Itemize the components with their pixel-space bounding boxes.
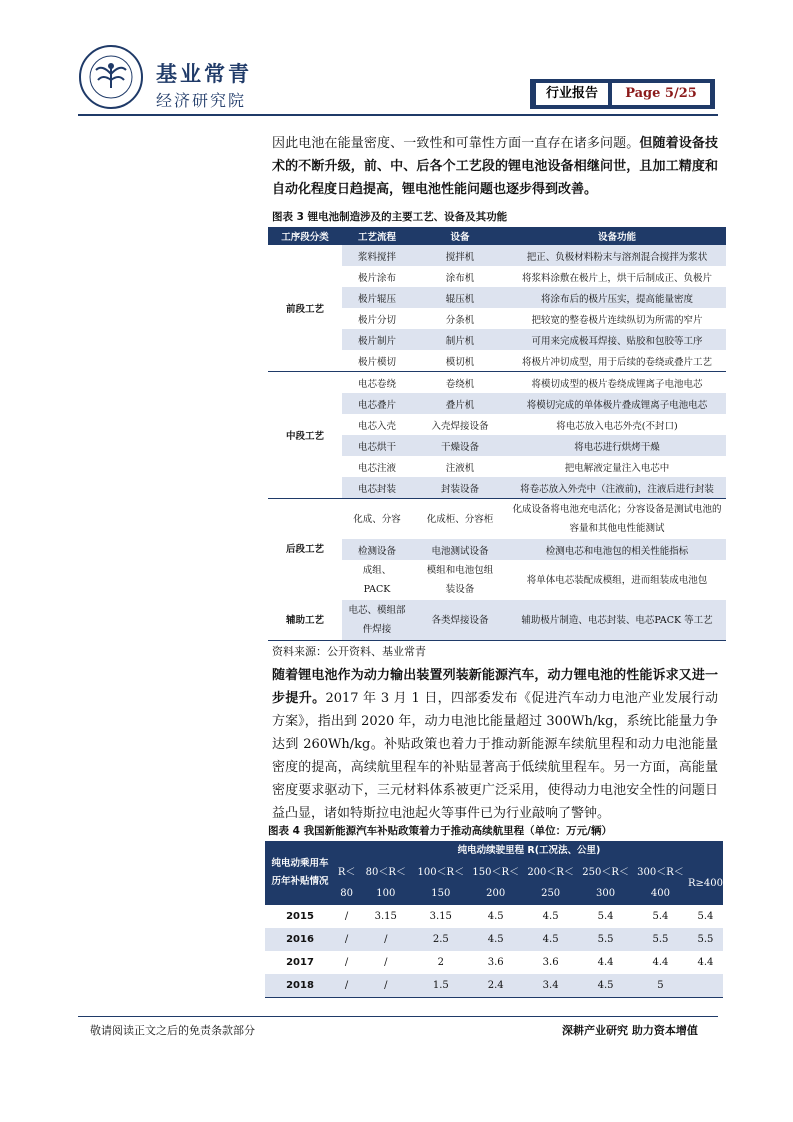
function-cell: 把正、负极材料粉末与溶剂混合搅拌为浆状 [508,245,726,266]
value-cell: 2.5 [413,928,468,951]
equipment-cell: 叠片机 [412,393,508,414]
function-cell: 可用来完成极耳焊接、贴胶和包胶等工序 [508,329,726,350]
equipment-cell: 各类焊接设备 [412,600,508,641]
process-table [268,227,726,641]
equipment-cell: 卷绕机 [412,372,508,394]
process-cell: 浆料搅拌 [342,245,412,266]
value-cell: 3.6 [542,957,559,968]
function-cell: 把较宽的整卷极片连续纵切为所需的窄片 [531,314,703,326]
function-cell: 把电解液定量注入电芯中 [564,462,670,474]
table3-caption: 图表 3 锂电池制造涉及的主要工艺、设备及其功能 [272,211,508,223]
equipment-cell: 化成柜、分容柜 [412,499,508,540]
table3-header: 工艺流程 [342,227,412,245]
value-cell: 5.5 [578,928,633,951]
value-cell: / [335,974,358,998]
range-header: 80＜R＜100 [358,861,413,905]
equipment-cell: 封装设备 [412,477,508,499]
table3-header: 设备功能 [508,227,726,245]
process-cell: 电芯卷绕 [342,372,412,394]
group-front: 前段工艺 [268,245,342,372]
table3-header: 工序段分类 [268,227,342,245]
subsidy-table [265,841,723,998]
para1-normal: 因此电池在能量密度、一致性和可靠性方面一直存在诸多问题。 [272,136,640,151]
para2-normal: 2017 年 3 月 1 日，四部委发布《促进汽车动力电池产业发展行动方案》，指出到 2020 年，动力电池比能量超过 300Wh/kg，系统比能量力争达到 260Wh/kg。补贴政策也着力于推动新能源车续航里程和动力电池能量密度的提高，高续航里程车的补贴显著高于低续航里程车。另一方面，高能量密度要求驱动下，三元材料体系被更广泛采用，使得动力电池安全性的问题日益凸显，诸如特斯拉电池起火等事件已为行业敲响了警钟。 [272,691,718,821]
function-cell: 辅助极片制造、电芯封装、电芯PACK 等工艺 [508,600,726,641]
value-cell: 5.5 [688,928,723,951]
table3-header: 设备 [412,227,508,245]
table4-row-header: 纯电动乘用车历年补贴情况 [265,841,335,905]
brand-subtitle: 经济研究院 [156,91,247,110]
year-cell: 2017 [286,957,314,968]
process-cell: 极片辊压 [342,287,412,308]
table-row [265,974,723,998]
table4-group-row [265,841,723,861]
process-cell: 极片制片 [342,329,412,350]
value-cell: 4.5 [468,928,523,951]
equipment-cell: 制片机 [412,329,508,350]
function-cell: 将涂布后的极片压实，提高能量密度 [508,287,726,308]
process-cell: 检测设备 [342,539,412,560]
value-cell: 3.6 [487,957,504,968]
value-cell: 1.5 [413,974,468,998]
process-cell: 极片模切 [357,356,396,368]
equipment-cell: 分条机 [445,314,475,326]
range-header: 250＜R＜300 [578,861,633,905]
para2-bold: 随着锂电池作为动力输出装置列装新能源汽车，动力锂电池的性能诉求又进一步提升。 [272,668,718,706]
page-number: Page 5/25 [612,83,710,105]
table4-caption: 图表 4 我国新能源汽车补贴政策着力于推动高续航里程（单位：万元/辆） [268,825,612,837]
value-cell: / [358,974,413,998]
function-cell: 将模切成型的极片卷绕成锂离子电池电芯 [508,372,726,394]
value-cell: 3.15 [429,911,452,922]
range-header: 100＜R＜150 [413,861,468,905]
function-cell: 将卷芯放入外壳中（注液前)，注液后进行封装 [508,477,726,499]
equipment-cell: 电池测试设备 [412,539,508,560]
process-cell: 电芯封装 [342,477,412,499]
year-cell: 2015 [286,911,314,922]
institute-logo [78,44,144,110]
function-cell: 将模切完成的单体极片叠成锂离子电池电芯 [508,393,726,414]
process-cell: 电芯、模组部件焊接 [342,600,412,641]
value-cell: 4.4 [597,957,614,968]
value-cell: 5.5 [633,928,688,951]
value-cell: 5 [633,974,688,998]
group-aux: 辅助工艺 [268,600,342,641]
process-cell: 极片分切 [357,314,396,326]
value-cell [688,974,723,998]
value-cell: 4.5 [523,928,578,951]
value-cell: 3.15 [374,911,397,922]
process-cell: 成组、PACK [362,565,392,595]
function-cell: 检测电芯和电池包的相关性能指标 [508,539,726,560]
paragraph-2 [272,664,718,825]
function-cell: 将电芯放入电芯外壳(不封口) [556,420,678,432]
equipment-cell: 搅拌机 [412,245,508,266]
range-header: 200＜R＜250 [523,861,578,905]
table-row [265,928,723,951]
range-header: R＜80 [335,861,358,905]
value-cell: 4.4 [652,957,669,968]
table-row [268,600,726,641]
equipment-cell: 辊压机 [412,287,508,308]
value-cell: 5.4 [652,911,669,922]
process-cell: 极片涂布 [357,272,396,284]
table-row [268,499,726,540]
equipment-cell: 注液机 [445,462,475,474]
value-cell: 4.5 [487,911,504,922]
table3-header-row [268,227,726,245]
group-back: 后段工艺 [268,499,342,601]
table4-group-header: 纯电动续驶里程 R(工况法、公里) [335,841,723,861]
paragraph-1 [272,132,718,201]
process-cell: 化成、分容 [342,499,412,540]
function-cell: 将极片冲切成型，用于后续的卷绕或叠片工艺 [521,356,712,368]
function-cell: 将浆料涂敷在极片上，烘干后制成正、负极片 [521,272,712,284]
table-row [265,905,723,928]
table-row [268,245,726,266]
function-cell: 将单体电芯装配成模组，进而组装成电池包 [526,574,708,586]
footer-divider [78,1016,718,1017]
doc-type: 行业报告 [536,83,608,105]
value-cell: 3.4 [523,974,578,998]
table-row [265,951,723,974]
equipment-cell: 模组和电池包组装设备 [426,565,494,595]
value-cell: 2 [437,957,444,968]
function-cell: 将电芯进行烘烤干燥 [508,435,726,456]
range-header: 150＜R＜200 [468,861,523,905]
year-cell: 2016 [265,928,335,951]
footer-slogan: 深耕产业研究 助力资本增值 [562,1024,698,1037]
value-cell: / [344,957,349,968]
value-cell: 4.4 [697,957,714,968]
process-cell: 电芯注液 [357,462,396,474]
value-cell: 2.4 [468,974,523,998]
range-header: R≥400 [688,861,723,905]
value-cell: / [358,928,413,951]
value-cell: 4.5 [542,911,559,922]
disclaimer-note: 敬请阅读正文之后的免责条款部分 [90,1024,255,1037]
year-cell: 2018 [265,974,335,998]
table-row [268,372,726,394]
function-cell: 化成设备将电池充电活化；分容设备是测试电池的容量和其他电性能测试 [508,499,726,540]
value-cell: 5.4 [697,911,714,922]
value-cell: / [384,957,388,968]
equipment-cell: 涂布机 [445,272,475,284]
process-cell: 电芯烘干 [342,435,412,456]
header-divider [78,114,718,116]
brand-name: 基业常青 [156,62,252,86]
process-cell: 电芯叠片 [342,393,412,414]
value-cell: 4.5 [578,974,633,998]
value-cell: / [335,928,358,951]
value-cell: 5.4 [597,911,614,922]
table3-source: 资料来源：公开资料、基业常青 [272,645,426,658]
equipment-cell: 模切机 [445,356,475,368]
para1-bold: 但随着设备技术的不断升级，前、中、后各个工艺段的锂电池设备相继问世，且加工精度和自动化程度日趋提高，锂电池性能问题也逐步得到改善。 [272,136,718,197]
range-header: 300＜R＜400 [633,861,688,905]
group-middle: 中段工艺 [268,372,342,499]
equipment-cell: 入壳焊接设备 [431,420,489,432]
equipment-cell: 干燥设备 [412,435,508,456]
value-cell: / [344,911,349,922]
process-cell: 电芯入壳 [357,420,396,432]
